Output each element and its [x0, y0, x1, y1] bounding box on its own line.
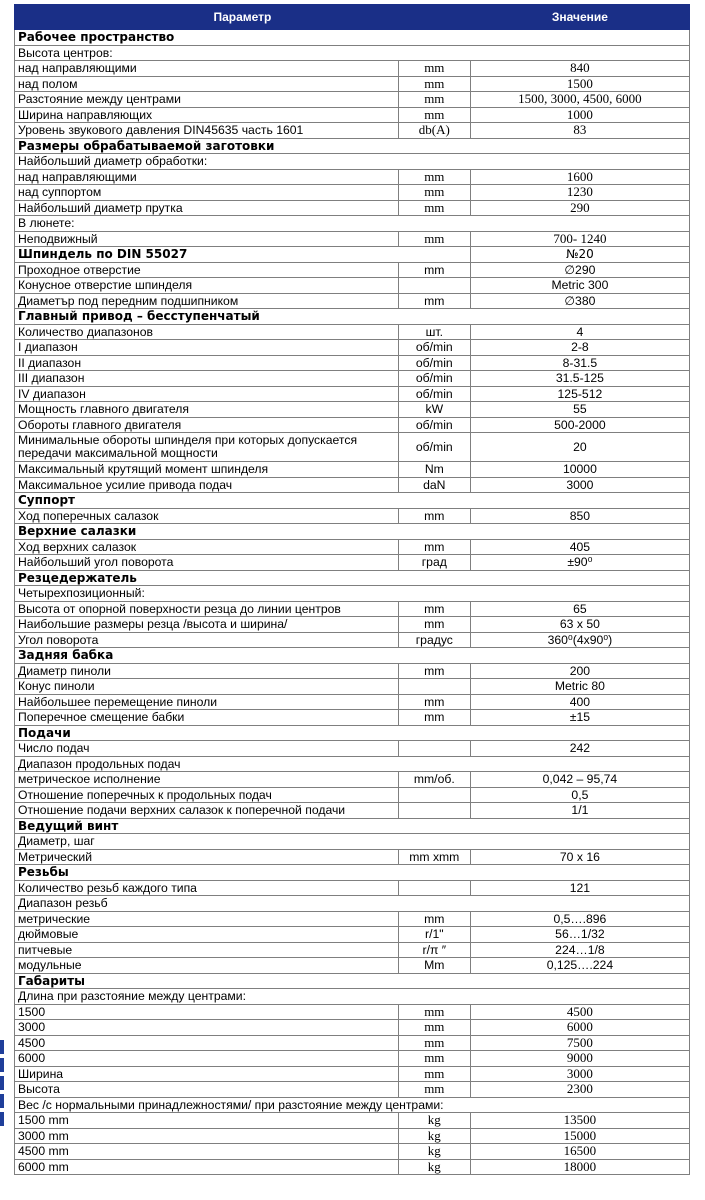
row-value: 700- 1240 [470, 231, 689, 247]
row-unit: kg [398, 1159, 470, 1175]
row-unit [398, 787, 470, 803]
row-label: 1500 [15, 1004, 399, 1020]
row-value: 2-8 [470, 340, 689, 356]
row-value: 65 [470, 601, 689, 617]
table-row [15, 942, 690, 958]
header-row [15, 5, 690, 30]
row-value: 200 [470, 663, 689, 679]
row-label: 1500 mm [15, 1113, 399, 1129]
row-unit: об/min [398, 433, 470, 462]
row-value: ∅380 [470, 293, 689, 309]
table-row [15, 989, 690, 1005]
section-title: Верхние салазки [15, 524, 690, 540]
table-row [15, 92, 690, 108]
row-unit: об/min [398, 371, 470, 387]
row-value: 70 x 16 [470, 849, 689, 865]
row-label: Максимальное усилие привода подач [15, 477, 399, 493]
table-row [15, 200, 690, 216]
row-label: модульные [15, 958, 399, 974]
row-value: 10000 [470, 462, 689, 478]
row-label: Высота центров: [15, 45, 690, 61]
table-row [15, 433, 690, 462]
header-value: Значение [470, 5, 689, 30]
row-value: 13500 [470, 1113, 689, 1129]
table-row [15, 679, 690, 695]
row-label: Найбольший угол поворота [15, 555, 399, 571]
row-label: Отношение поперечных к продольных подач [15, 787, 399, 803]
row-value: 0,5 [470, 787, 689, 803]
row-label: метрические [15, 911, 399, 927]
row-value: 121 [470, 880, 689, 896]
row-unit [398, 679, 470, 695]
row-label: Вес /с нормальными принадлежностями/ при разстояние между центрами: [15, 1097, 690, 1113]
row-value: 55 [470, 402, 689, 418]
table-row [15, 849, 690, 865]
section-title: Шпиндель по DIN 55027 [15, 247, 471, 263]
header-param: Параметр [15, 5, 471, 30]
row-label: II диапазон [15, 355, 399, 371]
row-label: Проходное отверстие [15, 262, 399, 278]
section-row [15, 570, 690, 586]
table-row [15, 278, 690, 294]
row-label: Количество резьб каждого типа [15, 880, 399, 896]
row-value: 840 [470, 61, 689, 77]
row-unit: mm [398, 76, 470, 92]
row-value: 7500 [470, 1035, 689, 1051]
row-unit: mm [398, 293, 470, 309]
table-row [15, 1020, 690, 1036]
row-label: Мощность главного двигателя [15, 402, 399, 418]
row-unit: r/π ″ [398, 942, 470, 958]
row-value: 405 [470, 539, 689, 555]
row-value: 1000 [470, 107, 689, 123]
row-value: Metric 80 [470, 679, 689, 695]
row-unit: об/min [398, 355, 470, 371]
section-title: Габариты [15, 973, 690, 989]
row-unit: об/min [398, 417, 470, 433]
row-value: 9000 [470, 1051, 689, 1067]
row-unit: mm [398, 508, 470, 524]
table-row [15, 1144, 690, 1160]
table-row [15, 539, 690, 555]
row-value: 290 [470, 200, 689, 216]
row-unit: mm [398, 1066, 470, 1082]
row-label: Длина при разстояние между центрами: [15, 989, 690, 1005]
section-row [15, 725, 690, 741]
table-row [15, 185, 690, 201]
row-value: ±90⁰ [470, 555, 689, 571]
table-row [15, 896, 690, 912]
left-edge-marks [0, 1040, 6, 1140]
row-label: Минимальные обороты шпинделя при которых допускается передачи максимальной мощности [15, 433, 399, 462]
row-label: метрическое исполнение [15, 772, 399, 788]
row-label: III диапазон [15, 371, 399, 387]
table-row [15, 508, 690, 524]
row-value: ∅290 [470, 262, 689, 278]
row-unit: daN [398, 477, 470, 493]
row-label: Ход верхних салазок [15, 539, 399, 555]
row-label: над полом [15, 76, 399, 92]
table-row [15, 76, 690, 92]
row-value: Metric 300 [470, 278, 689, 294]
table-row [15, 262, 690, 278]
row-label: Найбольший диаметр обработки: [15, 154, 690, 170]
row-value: 242 [470, 741, 689, 757]
row-unit: mm [398, 1004, 470, 1020]
row-unit: mm [398, 1082, 470, 1098]
row-unit: об/min [398, 386, 470, 402]
row-value: 15000 [470, 1128, 689, 1144]
table-row [15, 231, 690, 247]
row-unit: mm xmm [398, 849, 470, 865]
row-value: 20 [470, 433, 689, 462]
table-row [15, 586, 690, 602]
table-row [15, 355, 690, 371]
section-row [15, 138, 690, 154]
row-label: Ширина [15, 1066, 399, 1082]
row-label: Диаметър под передним подшипником [15, 293, 399, 309]
table-body [15, 30, 690, 1175]
section-title: Размеры обрабатываемой заготовки [15, 138, 690, 154]
row-value: 1500, 3000, 4500, 6000 [470, 92, 689, 108]
row-value: 3000 [470, 477, 689, 493]
row-label: Диапазон резьб [15, 896, 690, 912]
row-label: над направляющими [15, 61, 399, 77]
row-value: 1230 [470, 185, 689, 201]
row-unit [398, 278, 470, 294]
table-row [15, 1097, 690, 1113]
row-value: 8-31.5 [470, 355, 689, 371]
table-row [15, 880, 690, 896]
row-unit: об/min [398, 340, 470, 356]
row-label: Высота [15, 1082, 399, 1098]
table-row [15, 45, 690, 61]
row-label: Конус пиноли [15, 679, 399, 695]
row-label: 6000 mm [15, 1159, 399, 1175]
row-unit: Mm [398, 958, 470, 974]
row-unit [398, 741, 470, 757]
row-value: 4 [470, 324, 689, 340]
table-row [15, 477, 690, 493]
row-unit: mm [398, 694, 470, 710]
row-label: 6000 [15, 1051, 399, 1067]
row-label: Число подач [15, 741, 399, 757]
row-label: Ход поперечных салазок [15, 508, 399, 524]
row-label: 4500 [15, 1035, 399, 1051]
row-unit: mm [398, 911, 470, 927]
row-value: 360⁰(4x90⁰) [470, 632, 689, 648]
row-value: 83 [470, 123, 689, 139]
table-row [15, 386, 690, 402]
row-label: Уровень звукового давления DIN45635 часть 1601 [15, 123, 399, 139]
section-title: Суппорт [15, 493, 690, 509]
row-label: Угол поворота [15, 632, 399, 648]
row-value: 4500 [470, 1004, 689, 1020]
row-unit: mm [398, 231, 470, 247]
row-label: 3000 [15, 1020, 399, 1036]
row-label: Ширина направляющих [15, 107, 399, 123]
row-value: 1600 [470, 169, 689, 185]
section-row [15, 818, 690, 834]
row-unit: kg [398, 1113, 470, 1129]
table-row [15, 1113, 690, 1129]
table-row [15, 710, 690, 726]
row-label: Диапазон продольных подач [15, 756, 690, 772]
row-value: ±15 [470, 710, 689, 726]
table-row [15, 772, 690, 788]
row-unit: mm [398, 107, 470, 123]
row-value: 2300 [470, 1082, 689, 1098]
row-value: 16500 [470, 1144, 689, 1160]
row-value: 3000 [470, 1066, 689, 1082]
row-unit: mm [398, 1035, 470, 1051]
row-value: 31.5-125 [470, 371, 689, 387]
table-row [15, 694, 690, 710]
row-value: 0,125….224 [470, 958, 689, 974]
table-row [15, 756, 690, 772]
row-unit: mm [398, 663, 470, 679]
table-row [15, 216, 690, 232]
row-unit: град [398, 555, 470, 571]
table-row [15, 1159, 690, 1175]
table-row [15, 601, 690, 617]
row-value: 18000 [470, 1159, 689, 1175]
row-value: 0,042 – 95,74 [470, 772, 689, 788]
table-row [15, 1128, 690, 1144]
table-row [15, 911, 690, 927]
section-title: Подачи [15, 725, 690, 741]
row-label: над направляющими [15, 169, 399, 185]
row-unit: mm/об. [398, 772, 470, 788]
table-row [15, 663, 690, 679]
section-row [15, 30, 690, 46]
row-unit: mm [398, 169, 470, 185]
row-label: Отношение подачи верхних салазок к поперечной подачи [15, 803, 399, 819]
row-unit: kW [398, 402, 470, 418]
row-label: Найбольшее перемещение пиноли [15, 694, 399, 710]
table-row [15, 154, 690, 170]
section-row [15, 524, 690, 540]
table-row [15, 834, 690, 850]
row-value: 224…1/8 [470, 942, 689, 958]
row-label: Наибольшие размеры резца /высота и ширина/ [15, 617, 399, 633]
table-row [15, 402, 690, 418]
row-value: 56…1/32 [470, 927, 689, 943]
row-value: 850 [470, 508, 689, 524]
row-label: IV диапазон [15, 386, 399, 402]
row-value: 500-2000 [470, 417, 689, 433]
row-label: Количество диапазонов [15, 324, 399, 340]
row-value: 400 [470, 694, 689, 710]
section-title: Резцедержатель [15, 570, 690, 586]
row-value: 1500 [470, 76, 689, 92]
section-title: Главный привод – бесступенчатый [15, 309, 690, 325]
row-unit: mm [398, 539, 470, 555]
table-row [15, 340, 690, 356]
row-label: 4500 mm [15, 1144, 399, 1160]
table-row [15, 741, 690, 757]
table-row [15, 1004, 690, 1020]
row-unit: mm [398, 710, 470, 726]
row-unit: mm [398, 1051, 470, 1067]
row-label: Найбольший диаметр прутка [15, 200, 399, 216]
section-row [15, 973, 690, 989]
spec-table [14, 4, 690, 1175]
row-label: дюймовые [15, 927, 399, 943]
row-unit: mm [398, 200, 470, 216]
table-row [15, 371, 690, 387]
row-label: Неподвижный [15, 231, 399, 247]
row-unit: mm [398, 185, 470, 201]
table-row [15, 1066, 690, 1082]
table-row [15, 324, 690, 340]
section-title: Рабочее пространство [15, 30, 690, 46]
row-unit [398, 803, 470, 819]
row-label: Конусное отверстие шпинделя [15, 278, 399, 294]
table-row [15, 293, 690, 309]
table-row [15, 1035, 690, 1051]
row-label: Четырехпозиционный: [15, 586, 690, 602]
row-value: 63 x 50 [470, 617, 689, 633]
section-row [15, 648, 690, 664]
section-value: №20 [470, 247, 689, 263]
table-row [15, 1082, 690, 1098]
row-value: 0,5….896 [470, 911, 689, 927]
section-title: Задняя бабка [15, 648, 690, 664]
table-row [15, 169, 690, 185]
row-value: 6000 [470, 1020, 689, 1036]
row-unit: kg [398, 1144, 470, 1160]
row-label: питчевые [15, 942, 399, 958]
row-value: 125-512 [470, 386, 689, 402]
section-row [15, 865, 690, 881]
table-row [15, 617, 690, 633]
row-unit: Nm [398, 462, 470, 478]
row-label: Поперечное смещение бабки [15, 710, 399, 726]
section-row [15, 309, 690, 325]
row-label: I диапазон [15, 340, 399, 356]
row-label: Диаметр пиноли [15, 663, 399, 679]
row-label: Максимальный крутящий момент шпинделя [15, 462, 399, 478]
row-label: 3000 mm [15, 1128, 399, 1144]
table-row [15, 555, 690, 571]
row-unit: db(A) [398, 123, 470, 139]
row-unit: r/1" [398, 927, 470, 943]
row-unit: kg [398, 1128, 470, 1144]
row-label: Метрический [15, 849, 399, 865]
row-unit: mm [398, 92, 470, 108]
row-label: Обороты главного двигателя [15, 417, 399, 433]
table-row [15, 417, 690, 433]
row-label: Разстояние между центрами [15, 92, 399, 108]
row-label: Высота от опорной поверхности резца до линии центров [15, 601, 399, 617]
table-row [15, 632, 690, 648]
row-label: Диаметр, шаг [15, 834, 690, 850]
table-row [15, 61, 690, 77]
table-row [15, 1051, 690, 1067]
table-row [15, 958, 690, 974]
row-label: над суппортом [15, 185, 399, 201]
table-row [15, 462, 690, 478]
row-unit [398, 880, 470, 896]
section-title: Ведущий винт [15, 818, 690, 834]
row-label: В люнете: [15, 216, 690, 232]
table-row [15, 123, 690, 139]
row-unit: mm [398, 1020, 470, 1036]
table-row [15, 787, 690, 803]
section-title: Резьбы [15, 865, 690, 881]
row-value: 1/1 [470, 803, 689, 819]
table-row [15, 927, 690, 943]
row-unit: mm [398, 262, 470, 278]
section-row [15, 247, 690, 263]
table-row [15, 803, 690, 819]
section-row [15, 493, 690, 509]
row-unit: градус [398, 632, 470, 648]
row-unit: шт. [398, 324, 470, 340]
row-unit: mm [398, 61, 470, 77]
table-row [15, 107, 690, 123]
row-unit: mm [398, 617, 470, 633]
row-unit: mm [398, 601, 470, 617]
